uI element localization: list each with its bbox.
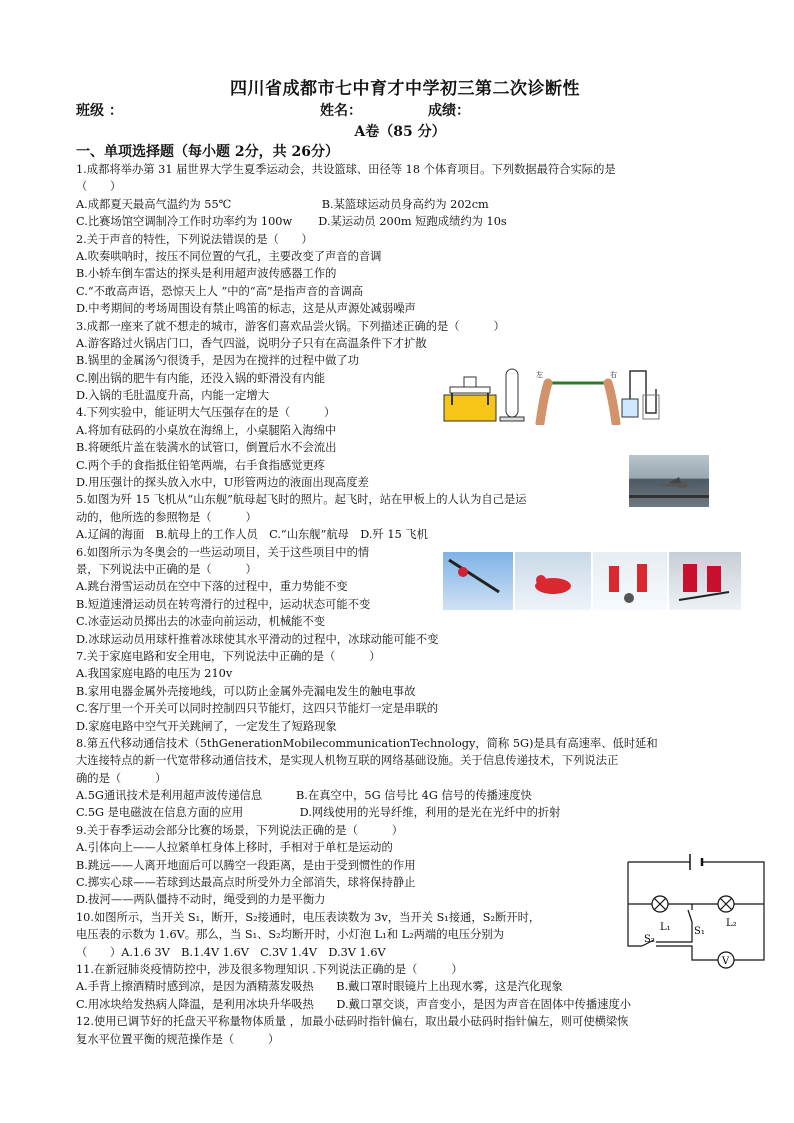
text-line: 2.关于声音的特性，下列说法错误的是（ ） (76, 232, 313, 246)
l2-label: L₂ (726, 918, 737, 929)
text-line: 4.下列实验中，能证明大气压强存在的是（ ） (76, 406, 336, 420)
voltmeter-label: V (722, 956, 730, 967)
text-line: B.短道速滑运动员在转弯滑行的过程中，运动状态可能不变 (76, 597, 371, 611)
left-hand-label: 左 (536, 371, 543, 379)
text-line: 电压表的示数为 1.6V。那么，当 S₁、S₂均断开时，小灯泡 L₁和 L₂两端的电压分别为 (76, 928, 504, 942)
text-line: C.冰壶运动员掷出去的冰壶向前运动，机械能不变 (76, 615, 326, 629)
text-line: 11.在新冠肺炎疫情防控中，涉及很多物理知识 .下列说法正确的是（ ） (76, 962, 463, 976)
text-line: D.用压强计的探头放入水中，U形管两边的液面出现高度差 (76, 476, 369, 490)
circuit-diagram (622, 852, 770, 978)
text-line: A.游客路过火锅店门口，香气四溢，说明分子只有在高温条件下才扩散 (76, 336, 427, 350)
text-line: B.将硬纸片盖在装满水的试管口，倒置后水不会流出 (76, 441, 337, 455)
text-line: D.中考期间的考场周围设有禁止鸣笛的标志，这是从声源处减弱噪声 (76, 302, 416, 316)
jet-icon (629, 455, 709, 507)
text-line: C.客厅里一个开关可以同时控制四只节能灯，这四只节能灯一定是串联的 (76, 702, 439, 716)
text-line: B.跳远——人离开地面后可以腾空一段距离，是由于受到惯性的作用 (76, 858, 416, 872)
text-line: B.家用电器金属外壳接地线，可以防止金属外壳漏电发生的触电事故 (76, 684, 416, 698)
text-line: A.手背上擦酒精时感到凉，是因为酒精蒸发吸热 B.戴口罩时眼镜片上出现水雾，这是汽化现象 (76, 980, 563, 994)
pressure-gauge-icon (622, 371, 659, 419)
text-line: D.冰球运动员用球杆推着冰球使其水平滑动的过程中，冰球动能可能不变 (76, 632, 439, 646)
pressure-experiments-figure (440, 365, 660, 425)
ski-jumping-photo (443, 552, 513, 610)
curling-photo (593, 552, 667, 610)
text-line: C.两个手的食指抵住铅笔两端，右手食指感觉更疼 (76, 458, 326, 472)
table-on-sponge-icon (444, 377, 496, 421)
text-line: 复水平位置平衡的规范操作是（ ） (76, 1032, 280, 1046)
text-line: 10.如图所示，当开关 S₁，断开，S₂接通时，电压表读数为 3v，当开关 S₁接通，S₂断开时， (76, 910, 541, 924)
name-label: 姓名： (320, 103, 362, 119)
text-line: C.“不敢高声语，恐惊天上人 ”中的“高”是指声音的音调高 (76, 284, 364, 298)
text-line: 12.使用已调节好的托盘天平称量物体质量 ，加最小砝码时指针偏右，取出最小砝码时指针偏左，则可使横梁恢 (76, 1015, 629, 1029)
text-line: D.拔河——两队僵持不动时，绳受到的力是平衡力 (76, 893, 326, 907)
pencil-between-fingers-icon (536, 370, 617, 423)
text-line: A.辽阔的海面 B.航母上的工作人员 C.“山东舰”航母 D.歼 15 飞机 (76, 528, 428, 542)
text-line: 景，下列说法中正确的是（ ） (76, 562, 257, 576)
text-line: 7.关于家庭电路和安全用电，下列说法中正确的是（ ） (76, 649, 381, 663)
text-line: 1.成都将举办第 31 届世界大学生夏季运动会，共设篮球、田径等 18 个体育项目。下列数据最符合实际的是 (76, 163, 616, 176)
s1-label: S₁ (694, 926, 705, 937)
text-line: A.5G通讯技术是利用超声波传递信息 B.在真空中，5G 信号比 4G 信号的传播速度快 (76, 789, 532, 803)
text-line: C.比赛场馆空调制冷工作时功率约为 100w D.某运动员 200m 短跑成绩约为 10s (76, 215, 507, 229)
ice-hockey-photo (669, 552, 741, 610)
text-line: A.成都夏天最高气温约为 55℃ B.某篮球运动员身高约为 202cm (76, 197, 489, 211)
text-line: 大连接特点的新一代宽带移动通信技术，是实现人机物互联的网络基础设施。关于信息传递技术，下列说法正 (76, 754, 619, 768)
text-line: （ ） (76, 180, 122, 194)
text-line: D.家庭电路中空气开关跳闸了，一定发生了短路现象 (76, 719, 337, 733)
text-line: 确的是（ ） (76, 771, 167, 785)
text-line: A.吹奏哄呐时，按压不同位置的气孔，主要改变了声音的音调 (76, 249, 382, 263)
text-line: A.将加有砝码的小桌放在海绵上，小桌腿陷入海绵中 (76, 423, 337, 437)
speed-skating-photo (515, 552, 591, 610)
paper-label: A卷（85 分） (354, 124, 446, 140)
text-line: D.入锅的毛肚温度升高，内能一定增大 (76, 389, 269, 403)
text-line: 8.第五代移动通信技术（5thGenerationMobilecommunicationTechnology，简称 5G)是具有高速率、低时延和 (76, 736, 658, 750)
text-line: 3.成都一座来了就不想走的城市，游客们喜欢品尝火锅。下列描述正确的是（ ） (76, 319, 505, 333)
class-label: 班级 ： (76, 103, 123, 119)
test-tube-icon (500, 369, 524, 421)
text-line: （ ）A.1.6 3V B.1.4V 1.6V C.3V 1.4V D.3V 1.6V (76, 945, 386, 959)
text-line: A.我国家庭电路的电压为 210v (76, 667, 233, 681)
right-hand-label: 右 (610, 371, 617, 379)
s2-label: S₂ (644, 934, 655, 945)
l1-label: L₁ (660, 922, 671, 933)
text-line: 5.如图为歼 15 飞机从“山东舰”航母起飞时的照片。起飞时，站在甲板上的人认为自己是运 (76, 493, 527, 507)
student-info-row (76, 100, 724, 120)
text-line: C.5G 是电磁波在信息方面的应用 D.网线使用的光导纤维，利用的是光在光纤中的折射 (76, 806, 561, 820)
text-line: 6.如图所示为冬奥会的一些运动项目，关于这些项目中的情 (76, 545, 370, 559)
text-line: C.刚出锅的肥牛有内能，还没入锅的虾滑没有内能 (76, 371, 326, 385)
section-heading: 一、单项选择题（每小题 2分，共 26分） (76, 144, 339, 160)
text-line: 9.关于春季运动会部分比赛的场景，下列说法正确的是（ ） (76, 823, 404, 837)
text-line: C.用冰块给发热病人降温，是利用冰块升华吸热 D.戴口罩交谈，声音变小，是因为声音在固体中传播速度小 (76, 997, 632, 1011)
text-line: B.小轿车倒车雷达的探头是利用超声波传感器工作的 (76, 267, 337, 281)
score-label: 成绩： (428, 103, 470, 119)
text-line: A.引体向上——人拉紧单杠身体上移时，手相对于单杠是运动的 (76, 841, 393, 855)
text-line: C.掷实心球——若球到达最高点时所受外力全部消失，球将保持静止 (76, 876, 416, 890)
aircraft-carrier-photo (629, 455, 709, 507)
exam-title: 四川省成都市七中育才中学初三第二次诊断性 (230, 79, 580, 99)
text-line: A.跳台滑雪运动员在空中下落的过程中，重力势能不变 (76, 580, 348, 594)
text-line: 动的，他所选的参照物是（ ） (76, 510, 257, 524)
text-line: B.锅里的金属汤勺很烫手，是因为在搅拌的过程中做了功 (76, 354, 360, 368)
